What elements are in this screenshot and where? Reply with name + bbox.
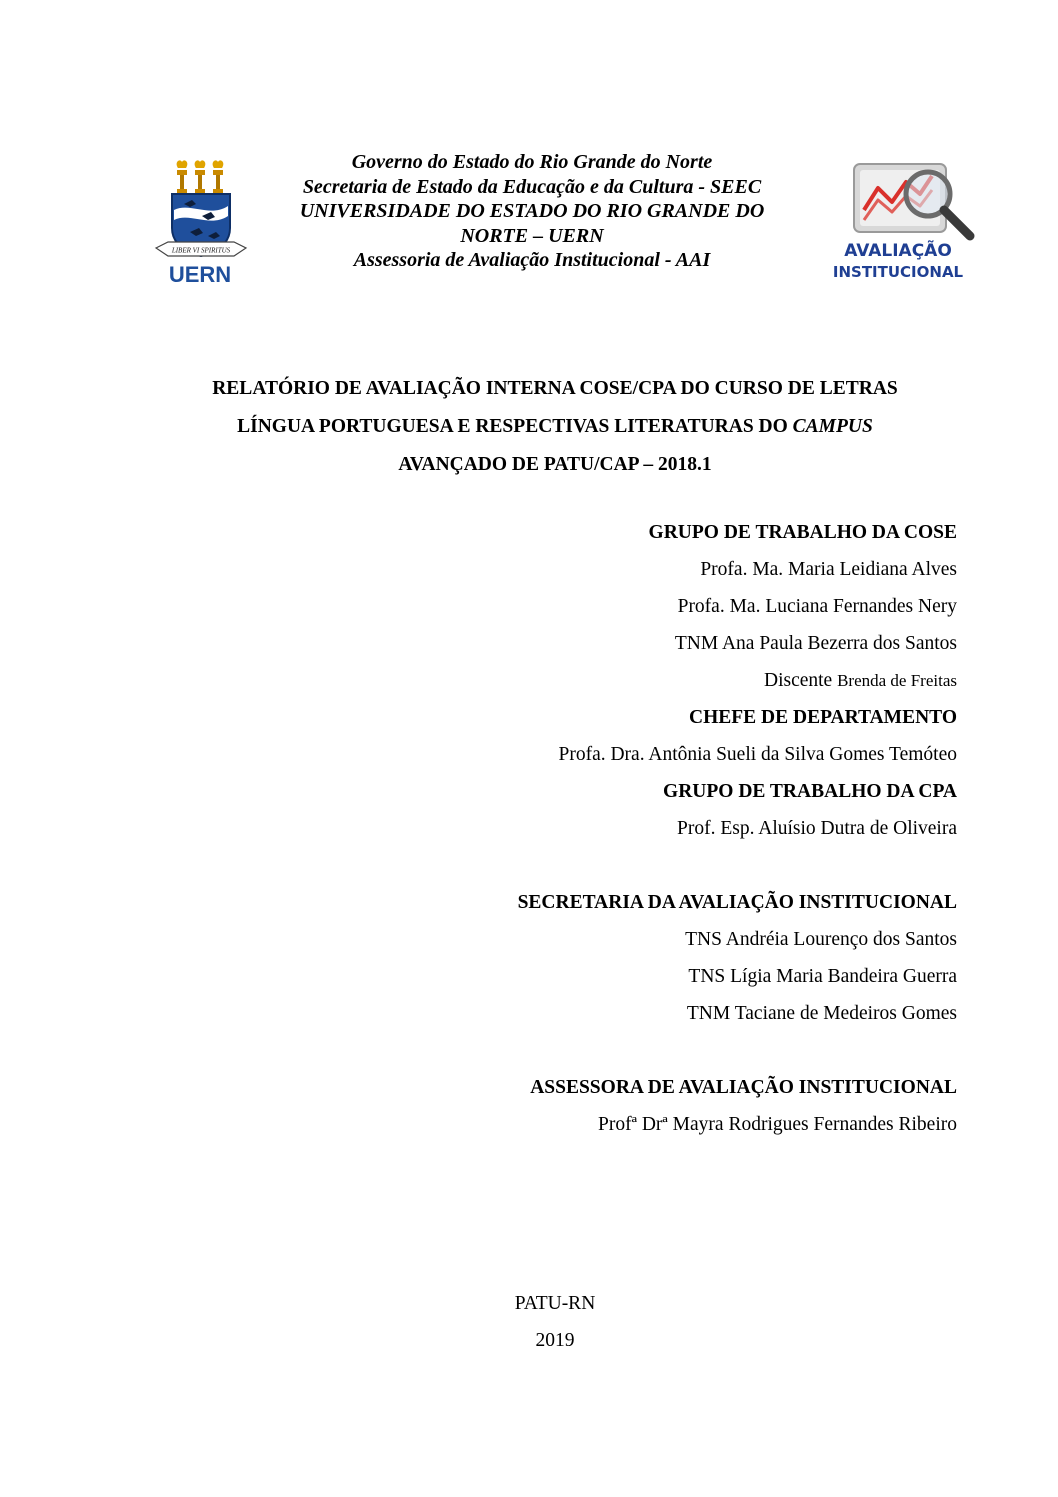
report-title: [100, 370, 1010, 484]
secretaria-heading: SECRETARIA DA AVALIAÇÃO INSTITUCIONAL: [517, 892, 957, 913]
header-line-3: UNIVERSIDADE DO ESTADO DO RIO GRANDE DO: [299, 200, 765, 222]
cose-member: Profa. Ma. Maria Leidiana Alves: [700, 559, 957, 580]
header-line-1: Governo do Estado do Rio Grande do Norte: [351, 151, 713, 173]
chefe-heading: CHEFE DE DEPARTAMENTO: [688, 707, 957, 728]
motto-text: LIBER VI SPIRITUS: [171, 246, 231, 255]
secretaria-member: TNS Andréia Lourenço dos Santos: [685, 929, 957, 950]
uern-text: UERN: [168, 262, 232, 287]
cpa-heading: GRUPO DE TRABALHO DA CPA: [663, 781, 957, 802]
footer-year: 2019: [535, 1330, 575, 1351]
cose-member: Profa. Ma. Luciana Fernandes Nery: [677, 596, 957, 617]
cose-heading: GRUPO DE TRABALHO DA COSE: [648, 522, 957, 543]
secretaria-member: TNS Lígia Maria Bandeira Guerra: [688, 966, 957, 987]
header-line-4: NORTE – UERN: [460, 224, 604, 247]
student-prefix: Discente: [763, 670, 838, 691]
footer-city: PATU-RN: [514, 1293, 596, 1314]
title-line-3: AVANÇADO DE PATU/CAP – 2018.1: [398, 454, 712, 475]
header-line-2: Secretaria de Estado da Educação e da Cultura - SEEC: [302, 175, 762, 198]
torch-icons: [177, 160, 224, 193]
footer: [455, 1289, 655, 1363]
assessora-name: Profª Drª Mayra Rodrigues Fernandes Ribeiro: [598, 1114, 957, 1135]
avaliacao-text: AVALIAÇÃO: [844, 241, 952, 261]
secretaria-member: TNM Taciane de Medeiros Gomes: [686, 1003, 957, 1024]
assessora-heading: ASSESSORA DE AVALIAÇÃO INSTITUCIONAL: [530, 1077, 957, 1098]
credits-block: [257, 518, 957, 1147]
header-line-5: Assessoria de Avaliação Institucional - AAI: [353, 249, 711, 271]
title-line-2: [100, 408, 1010, 446]
spacer: [257, 1036, 957, 1073]
cose-member: TNM Ana Paula Bezerra dos Santos: [674, 633, 957, 654]
student-name: Brenda de Freitas: [837, 671, 957, 690]
cpa-name: Prof. Esp. Aluísio Dutra de Oliveira: [677, 818, 957, 839]
title-line-2-text: LÍNGUA PORTUGUESA E RESPECTIVAS LITERATURAS DO: [237, 416, 793, 437]
uern-logo: [150, 158, 250, 288]
institution-header: [270, 150, 794, 273]
title-campus-word: CAMPUS: [792, 416, 873, 437]
chefe-name: Profa. Dra. Antônia Sueli da Silva Gomes Temóteo: [558, 744, 957, 765]
avaliacao-institucional-logo: [832, 160, 986, 284]
cose-student: [257, 666, 957, 703]
institucional-text: INSTITUCIONAL: [832, 263, 964, 281]
title-line-1: RELATÓRIO DE AVALIAÇÃO INTERNA COSE/CPA DO CURSO DE LETRAS: [212, 378, 898, 399]
spacer: [257, 851, 957, 888]
